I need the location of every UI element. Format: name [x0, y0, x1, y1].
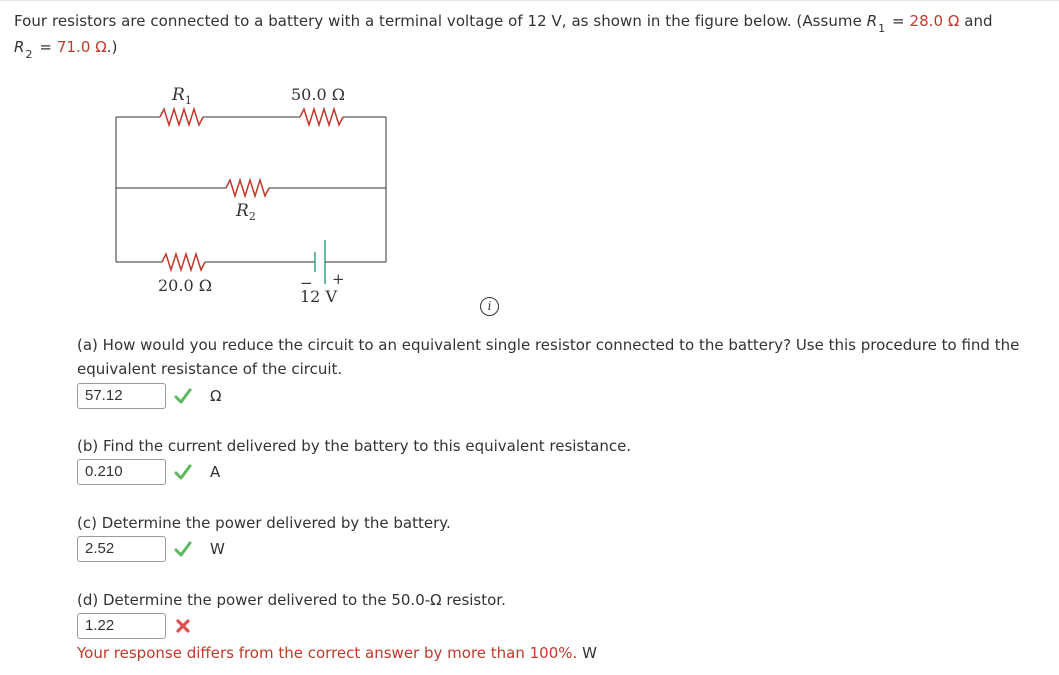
- battery-plus-label: +: [332, 270, 345, 288]
- unit-d: W: [582, 644, 597, 662]
- top-divider: [0, 0, 1059, 1]
- answer-row-d: [77, 612, 192, 640]
- question-d: (d) Determine the power delivered to the 50.0-Ω resistor.: [77, 591, 506, 609]
- answer-row-b: [77, 458, 220, 486]
- checkmark-icon: [174, 540, 192, 558]
- answer-input-a[interactable]: 57.12: [77, 383, 166, 409]
- info-icon[interactable]: i: [480, 297, 499, 316]
- checkmark-icon: [174, 387, 192, 405]
- question-a: (a) How would you reduce the circuit to an equivalent single resistor connected to the battery? Use this procedure to find the equivalent resistance of the circuit.: [77, 336, 1020, 378]
- r1-subscript: 1: [878, 22, 886, 35]
- answer-input-b[interactable]: 0.210: [77, 459, 166, 485]
- battery-minus-label: −: [300, 274, 313, 292]
- resistor-r1: [160, 109, 203, 125]
- r20-label: 20.0 Ω: [158, 276, 212, 295]
- answer-row-a: [77, 382, 221, 410]
- r1-symbol: R: [866, 12, 878, 30]
- cross-icon: [174, 617, 192, 635]
- r50-label: 50.0 Ω: [291, 85, 345, 104]
- answer-row-c: [77, 535, 225, 563]
- resistor-20: [162, 254, 205, 270]
- battery-voltage-label: 12 V: [300, 287, 337, 306]
- unit-c: W: [210, 540, 225, 558]
- circuit-figure: [100, 75, 400, 315]
- r2-label: $R_2$: [236, 201, 256, 223]
- question-c: (c) Determine the power delivered by the battery.: [77, 514, 451, 532]
- question-b: (b) Find the current delivered by the battery to this equivalent resistance.: [77, 437, 632, 455]
- r1-label: $R_1$: [172, 85, 192, 107]
- feedback-text: Your response differs from the correct answer by more than 100%.: [77, 644, 578, 662]
- resistor-50: [300, 109, 343, 125]
- problem-statement: [14, 9, 1054, 61]
- unit-b: A: [210, 463, 221, 481]
- answer-input-c[interactable]: 2.52: [77, 536, 166, 562]
- r1-value: 28.0 Ω: [909, 12, 960, 30]
- intro-text: Four resistors are connected to a battery with a terminal voltage of 12 V, as shown in the figure below. (Assume: [14, 12, 867, 30]
- intro-and: and: [959, 12, 993, 30]
- feedback-d: [77, 642, 597, 664]
- r2-equals: =: [34, 38, 57, 56]
- unit-a: Ω: [210, 387, 222, 405]
- r2-subscript: 2: [25, 48, 33, 61]
- intro-end: .): [106, 38, 118, 56]
- answer-input-d[interactable]: 1.22: [77, 613, 166, 639]
- r2-symbol: R: [14, 38, 25, 56]
- checkmark-icon: [174, 463, 192, 481]
- r1-equals: =: [887, 12, 910, 30]
- resistor-r2: [226, 180, 269, 196]
- r2-value: 71.0 Ω: [56, 38, 107, 56]
